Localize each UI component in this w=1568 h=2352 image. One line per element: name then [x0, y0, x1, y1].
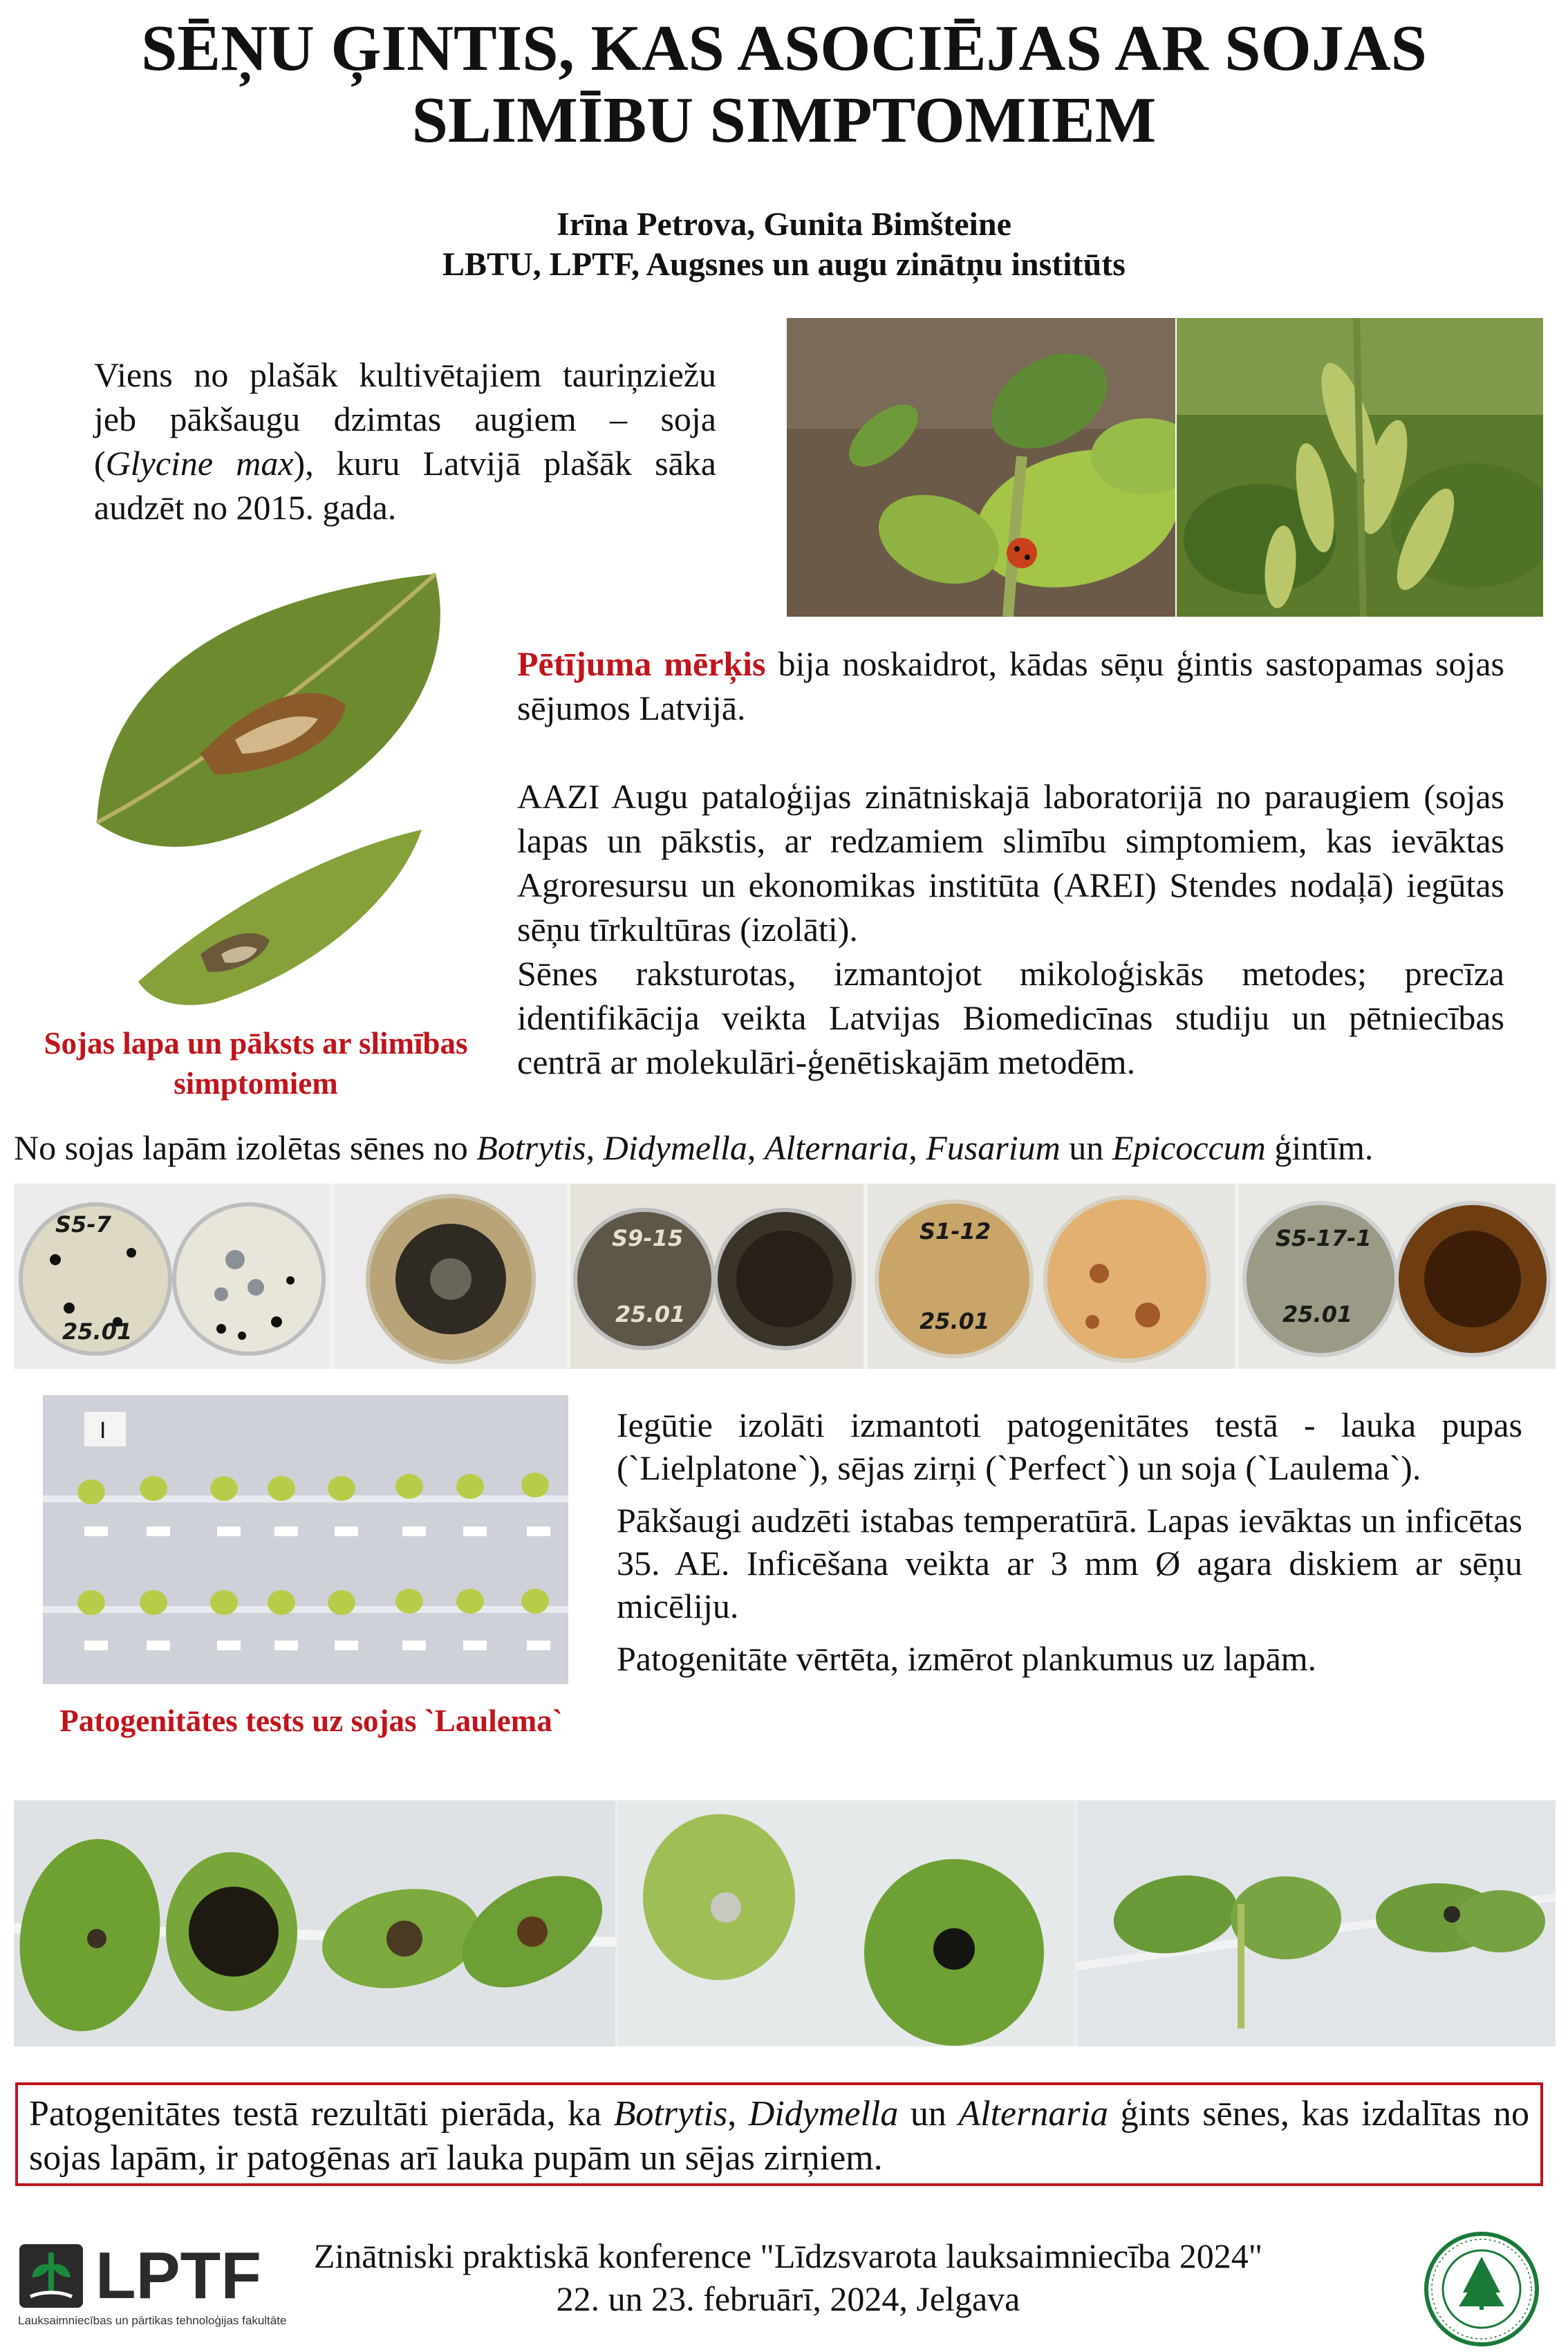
academy-seal-logo — [1423, 2230, 1540, 2348]
genera-prefix: No sojas lapām izolētas sēnes no — [14, 1128, 477, 1167]
intro-text-before: Viens no plašāk kultivētajiem tauriņziežu jeb pākšaugu dzimtas augiem – soja ( — [94, 355, 716, 483]
conclusion-genus-didymella: Didymella — [748, 2094, 899, 2134]
intro-paragraph — [94, 353, 716, 530]
petri-dish-strip — [14, 1184, 1556, 1369]
pathogenicity-tray-photo — [43, 1395, 568, 1684]
poster-title — [0, 12, 1568, 156]
petri-label-1: S5-7 — [55, 1211, 111, 1238]
petri-date-3: 25.01 — [920, 1308, 990, 1334]
genera-sep-4: un — [1060, 1128, 1112, 1167]
genus-epicoccum: Epicoccum — [1112, 1128, 1266, 1167]
soybean-seedling-photo — [787, 318, 1175, 617]
genera-sep-2: , — [747, 1128, 765, 1167]
genera-sep-3: , — [908, 1128, 926, 1167]
infected-leaves-strip — [14, 1800, 1556, 2046]
petri-date-2: 25.01 — [615, 1301, 686, 1327]
methods-paragraph-1: AAZI Augu pataloģijas zinātniskajā laboratorijā no paraugiem (sojas lapas un pākstis, ar redzamiem slimību simptomiem, kas ievāktas Agroresursu un ekonomikas institūta (AREI) Stendes nodaļā) iegūtas sēņu tīrkultūras (izolāti). — [517, 777, 1504, 949]
title-line-1: SĒŅU ĢINTIS, KAS ASOCIĒJAS AR SOJAS — [141, 12, 1427, 84]
conference-name: Zinātniski praktiskā konference "Līdzsvarota lauksaimniecība 2024" — [313, 2237, 1263, 2275]
author-names: Irīna Petrova, Gunita Bimšteine — [557, 206, 1011, 243]
test-caption: Patogenitātes tests uz sojas `Laulema` — [59, 1704, 563, 1738]
petri-date-4: 25.01 — [1282, 1301, 1353, 1327]
test-paragraph-2: Pākšaugi audzēti istabas temperatūrā. Lapas ievāktas un inficētas 35. AE. Inficēšana veikta ar 3 mm Ø agara diskiem ar sēņu micēliju. — [617, 1501, 1522, 1625]
authors-block — [0, 205, 1568, 285]
intro-text-after: ), kuru Latvijā plašāk sāka audzēt no 2015. gada. — [94, 444, 716, 527]
test-description — [617, 1403, 1522, 1680]
leaf-caption: Sojas lapa un pāksts ar slimības simptomiem — [44, 1026, 468, 1101]
petri-label-2: S9-15 — [612, 1225, 684, 1251]
aim-paragraph — [517, 642, 1504, 730]
conference-info — [263, 2234, 1314, 2320]
genus-didymella: Didymella — [603, 1128, 747, 1167]
aim-label: Pētījuma mērķis — [517, 644, 766, 683]
conclusion-text-4: ģints sēnes, kas izdalītas no sojas lapām, ir patogēnas arī lauka pupām un sējas zirņiem. — [29, 2094, 1529, 2178]
conclusion-genus-alternaria: Alternaria — [958, 2094, 1109, 2134]
title-line-2: SLIMĪBU SIMPTOMIEM — [411, 84, 1157, 156]
author-affiliation: LBTU, LPTF, Augsnes un augu zinātņu institūts — [442, 246, 1126, 283]
genera-sentence — [14, 1126, 1556, 1170]
genus-fusarium: Fusarium — [926, 1128, 1061, 1167]
academy-seal-icon — [1423, 2230, 1540, 2348]
test-paragraph-3: Patogenitāte vērtēta, izmērot plankumus uz lapām. — [617, 1639, 1317, 1678]
petri-date-1: 25.01 — [62, 1318, 133, 1345]
genus-alternaria: Alternaria — [764, 1128, 909, 1167]
test-paragraph-1: Iegūtie izolāti izmantoti patogenitātes testā - lauka pupas (`Lielplatone`), sējas zirņi (`Perfect`) un soja (`Laulema`). — [617, 1406, 1522, 1487]
methods-paragraph-2: Sēnes raksturotas, izmantojot mikoloģiskās metodes; precīza identifikācija veikta Latvijas Biomedicīnas studiju un pētniecības centrā ar molekulāri-ģenētiskajām metodēm. — [517, 954, 1504, 1081]
genus-botrytis: Botrytis — [476, 1128, 586, 1167]
petri-label-3: S1-12 — [920, 1218, 991, 1244]
diseased-leaf-pod-photo — [76, 567, 463, 1009]
lptf-logo-text: LPTF — [95, 2239, 261, 2313]
conclusion-text-2: , — [727, 2094, 749, 2134]
conclusion-text-3: un — [898, 2094, 959, 2134]
conference-date: 22. un 23. februārī, 2024, Jelgava — [556, 2279, 1020, 2318]
conclusion-text-1: Patogenitātes testā rezultāti pierāda, ka — [29, 2094, 614, 2134]
intro-species: Glycine max — [105, 444, 294, 483]
tray-label: I — [100, 1417, 106, 1444]
genera-suffix: ģintīm. — [1265, 1128, 1374, 1167]
methods-block — [517, 774, 1504, 1084]
genera-sep-1: , — [586, 1128, 604, 1167]
soybean-pods-photo — [1177, 318, 1543, 617]
aim-text: bija noskaidrot, kādas sēņu ģintis sastopamas sojas sējumos Latvijā. — [517, 644, 1504, 727]
conclusion-genus-botrytis: Botrytis — [613, 2094, 728, 2134]
conclusion-box — [15, 2082, 1543, 2186]
lptf-logo-subtitle: Lauksaimniecības un pārtikas tehnoloģijas fakultāte — [18, 2314, 287, 2327]
petri-label-4: S5-17-1 — [1276, 1225, 1372, 1251]
